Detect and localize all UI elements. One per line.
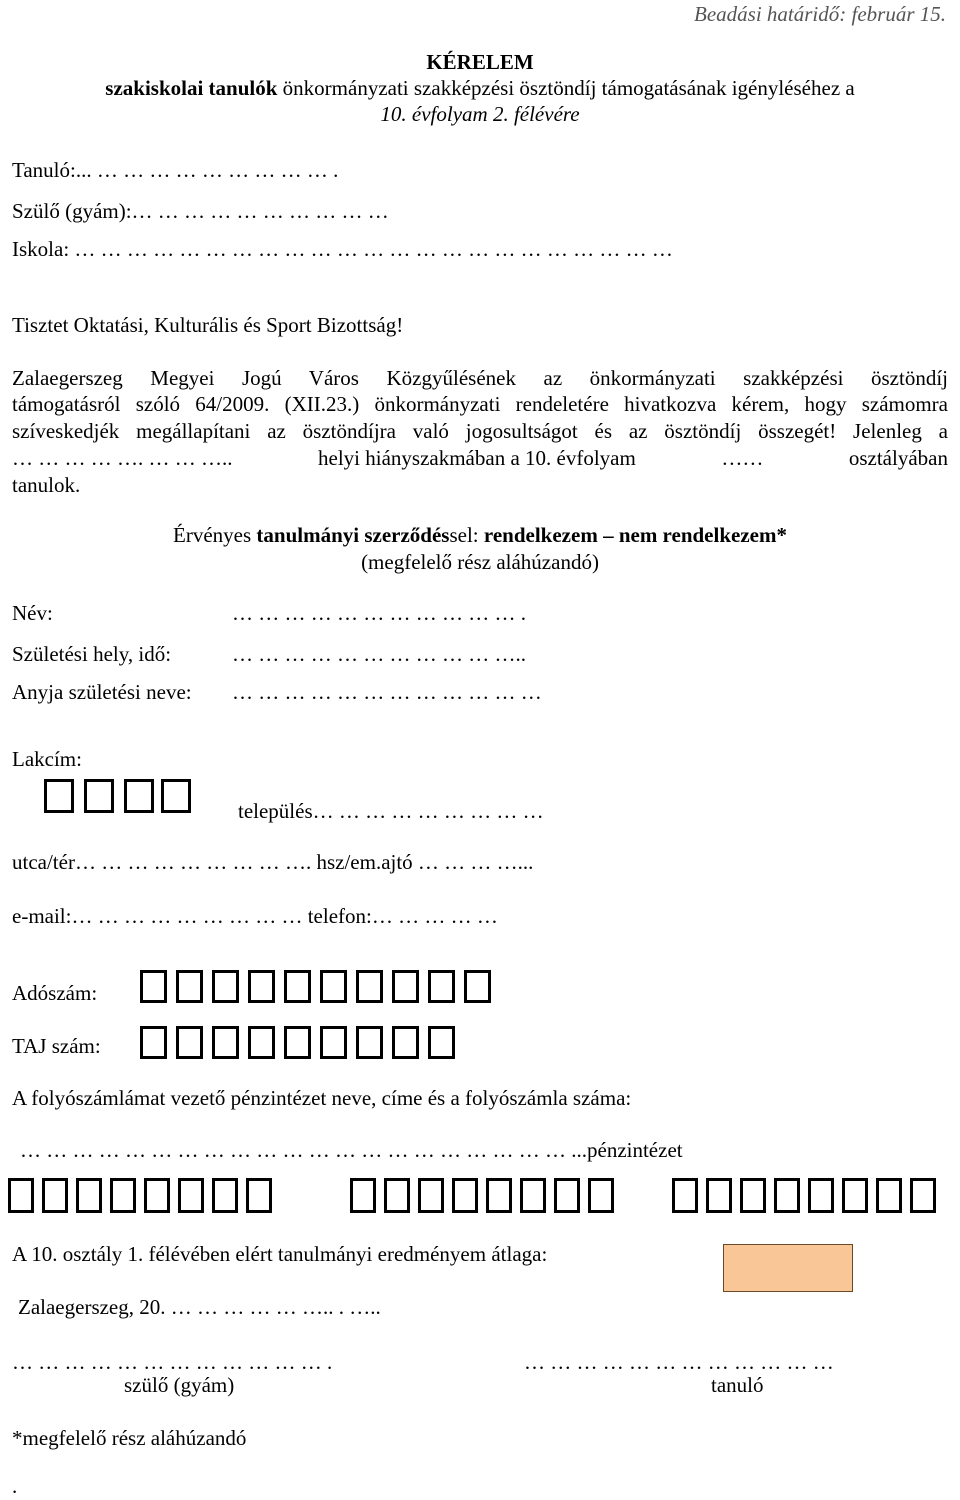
postcode-box[interactable] [161, 779, 191, 813]
settlement-field[interactable]: település… … … … … … … … … [238, 799, 544, 823]
account-box[interactable] [76, 1178, 102, 1213]
contract-prefix: Érvényes [173, 523, 257, 547]
taj-box[interactable] [392, 1026, 419, 1059]
tax-box[interactable] [392, 970, 419, 1003]
student-signature-label: tanuló [711, 1373, 764, 1397]
taj-label: TAJ szám: [12, 1034, 101, 1058]
taj-box[interactable] [356, 1026, 383, 1059]
mother-field[interactable]: … … … … … … … … … … … … [232, 680, 542, 704]
form-title: KÉRELEM [426, 50, 534, 74]
email-phone-field[interactable]: e-mail:… … … … … … … … … telefon:… … … … … [12, 904, 498, 928]
place-date-field[interactable]: Zalaegerszeg, 20. … … … … … ….. . ….. [18, 1295, 381, 1319]
tax-box[interactable] [176, 970, 203, 1003]
school-field[interactable]: Iskola: … … … … … … … … … … … … … … … … … … … … … … … [12, 237, 673, 261]
grade-label: A 10. osztály 1. félévében elért tanulmányi eredményem átlaga: [12, 1242, 548, 1266]
student-signature-line[interactable]: … … … … … … … … … … … … [524, 1350, 834, 1374]
taj-box[interactable] [248, 1026, 275, 1059]
account-box[interactable] [588, 1178, 614, 1213]
account-box[interactable] [212, 1178, 238, 1213]
account-box[interactable] [672, 1178, 698, 1213]
taj-box[interactable] [284, 1026, 311, 1059]
grade-dots[interactable]: …… [721, 446, 764, 470]
account-box[interactable] [740, 1178, 766, 1213]
student-field[interactable]: Tanuló:... … … … … … … … … … . [12, 158, 339, 182]
tax-box[interactable] [428, 970, 455, 1003]
body-line-3: szíveskedjék megállapítani az ösztöndíjra való jogosultságot és az ösztöndíj összegét! Jelenleg a [12, 419, 948, 443]
bank-question: A folyószámlámat vezető pénzintézet neve, címe és a folyószámla száma: [12, 1086, 632, 1110]
account-box[interactable] [178, 1178, 204, 1213]
name-label: Név: [12, 601, 53, 625]
tax-box[interactable] [464, 970, 491, 1003]
account-box[interactable] [910, 1178, 936, 1213]
body-line-1: Zalaegerszeg Megyei Jogú Város Közgyűlésének az önkormányzati szakképzési ösztöndíj [12, 366, 948, 390]
form-subtitle [0, 76, 960, 101]
account-box[interactable] [144, 1178, 170, 1213]
tax-box[interactable] [212, 970, 239, 1003]
account-box[interactable] [350, 1178, 376, 1213]
subtitle-rest: önkormányzati szakképzési ösztöndíj támogatásának igényléséhez a [277, 76, 855, 100]
parent-signature-label: szülő (gyám) [124, 1373, 235, 1397]
form-semester: 10. évfolyam 2. félévére [380, 102, 580, 126]
birth-field[interactable]: … … … … … … … … … … ….. [232, 642, 526, 666]
account-box[interactable] [8, 1178, 34, 1213]
account-box[interactable] [554, 1178, 580, 1213]
contract-mid: sel: [449, 523, 484, 547]
taj-box[interactable] [140, 1026, 167, 1059]
account-box[interactable] [706, 1178, 732, 1213]
body-line-5: tanulok. [12, 473, 81, 497]
contract-note: (megfelelő rész aláhúzandó) [361, 550, 599, 574]
subtitle-bold: szakiskolai tanulók [105, 76, 278, 100]
account-box[interactable] [384, 1178, 410, 1213]
name-field[interactable]: … … … … … … … … … … … . [232, 601, 526, 625]
taj-box[interactable] [176, 1026, 203, 1059]
tax-box[interactable] [284, 970, 311, 1003]
account-box[interactable] [418, 1178, 444, 1213]
deadline-note: Beadási határidő: február 15. [694, 2, 946, 26]
street-field[interactable]: utca/tér… … … … … … … … …. hsz/em.ajtó … … … …... [12, 850, 534, 874]
bank-institution-field[interactable]: … … … … … … … … … … … … … … … … … … … … … ...pénzintézet [20, 1138, 683, 1162]
contract-bold: tanulmányi szerződés [256, 523, 450, 547]
class-dots[interactable]: … … … … …. … … ….. [12, 446, 233, 470]
class-text: osztályában [848, 446, 948, 470]
body-line-2: támogatásról szóló 64/2009. (XII.23.) önkormányzati rendeletére hivatkozva kérem, hogy számomra [12, 392, 948, 416]
account-box[interactable] [452, 1178, 478, 1213]
parent-field[interactable]: Szülő (gyám):… … … … … … … … … … [12, 199, 389, 223]
account-box[interactable] [42, 1178, 68, 1213]
grade-average-field[interactable] [723, 1244, 853, 1292]
account-box[interactable] [774, 1178, 800, 1213]
tax-box[interactable] [248, 970, 275, 1003]
taj-box[interactable] [212, 1026, 239, 1059]
postcode-box[interactable] [124, 779, 154, 813]
parent-signature-line[interactable]: … … … … … … … … … … … … . [12, 1350, 333, 1374]
taj-box[interactable] [320, 1026, 347, 1059]
taj-box[interactable] [428, 1026, 455, 1059]
postcode-box[interactable] [84, 779, 114, 813]
tax-box[interactable] [140, 970, 167, 1003]
mother-label: Anyja születési neve: [12, 680, 192, 704]
footnote: *megfelelő rész aláhúzandó [12, 1426, 247, 1450]
trailing-dot: . [12, 1474, 18, 1498]
account-box[interactable] [808, 1178, 834, 1213]
account-box[interactable] [842, 1178, 868, 1213]
shortage-text: helyi hiányszakmában a 10. évfolyam [318, 446, 636, 470]
tax-box[interactable] [356, 970, 383, 1003]
body-line-4 [12, 446, 948, 471]
account-box[interactable] [876, 1178, 902, 1213]
contract-options[interactable]: rendelkezem – nem rendelkezem* [483, 523, 787, 547]
address-label: Lakcím: [12, 747, 82, 771]
tax-box[interactable] [320, 970, 347, 1003]
account-box[interactable] [486, 1178, 512, 1213]
account-box[interactable] [110, 1178, 136, 1213]
postcode-box[interactable] [44, 779, 74, 813]
account-box[interactable] [520, 1178, 546, 1213]
birth-label: Születési hely, idő: [12, 642, 172, 666]
tax-label: Adószám: [12, 981, 98, 1005]
salutation: Tisztet Oktatási, Kulturális és Sport Bizottság! [12, 313, 404, 337]
contract-line [0, 523, 960, 548]
account-box[interactable] [246, 1178, 272, 1213]
